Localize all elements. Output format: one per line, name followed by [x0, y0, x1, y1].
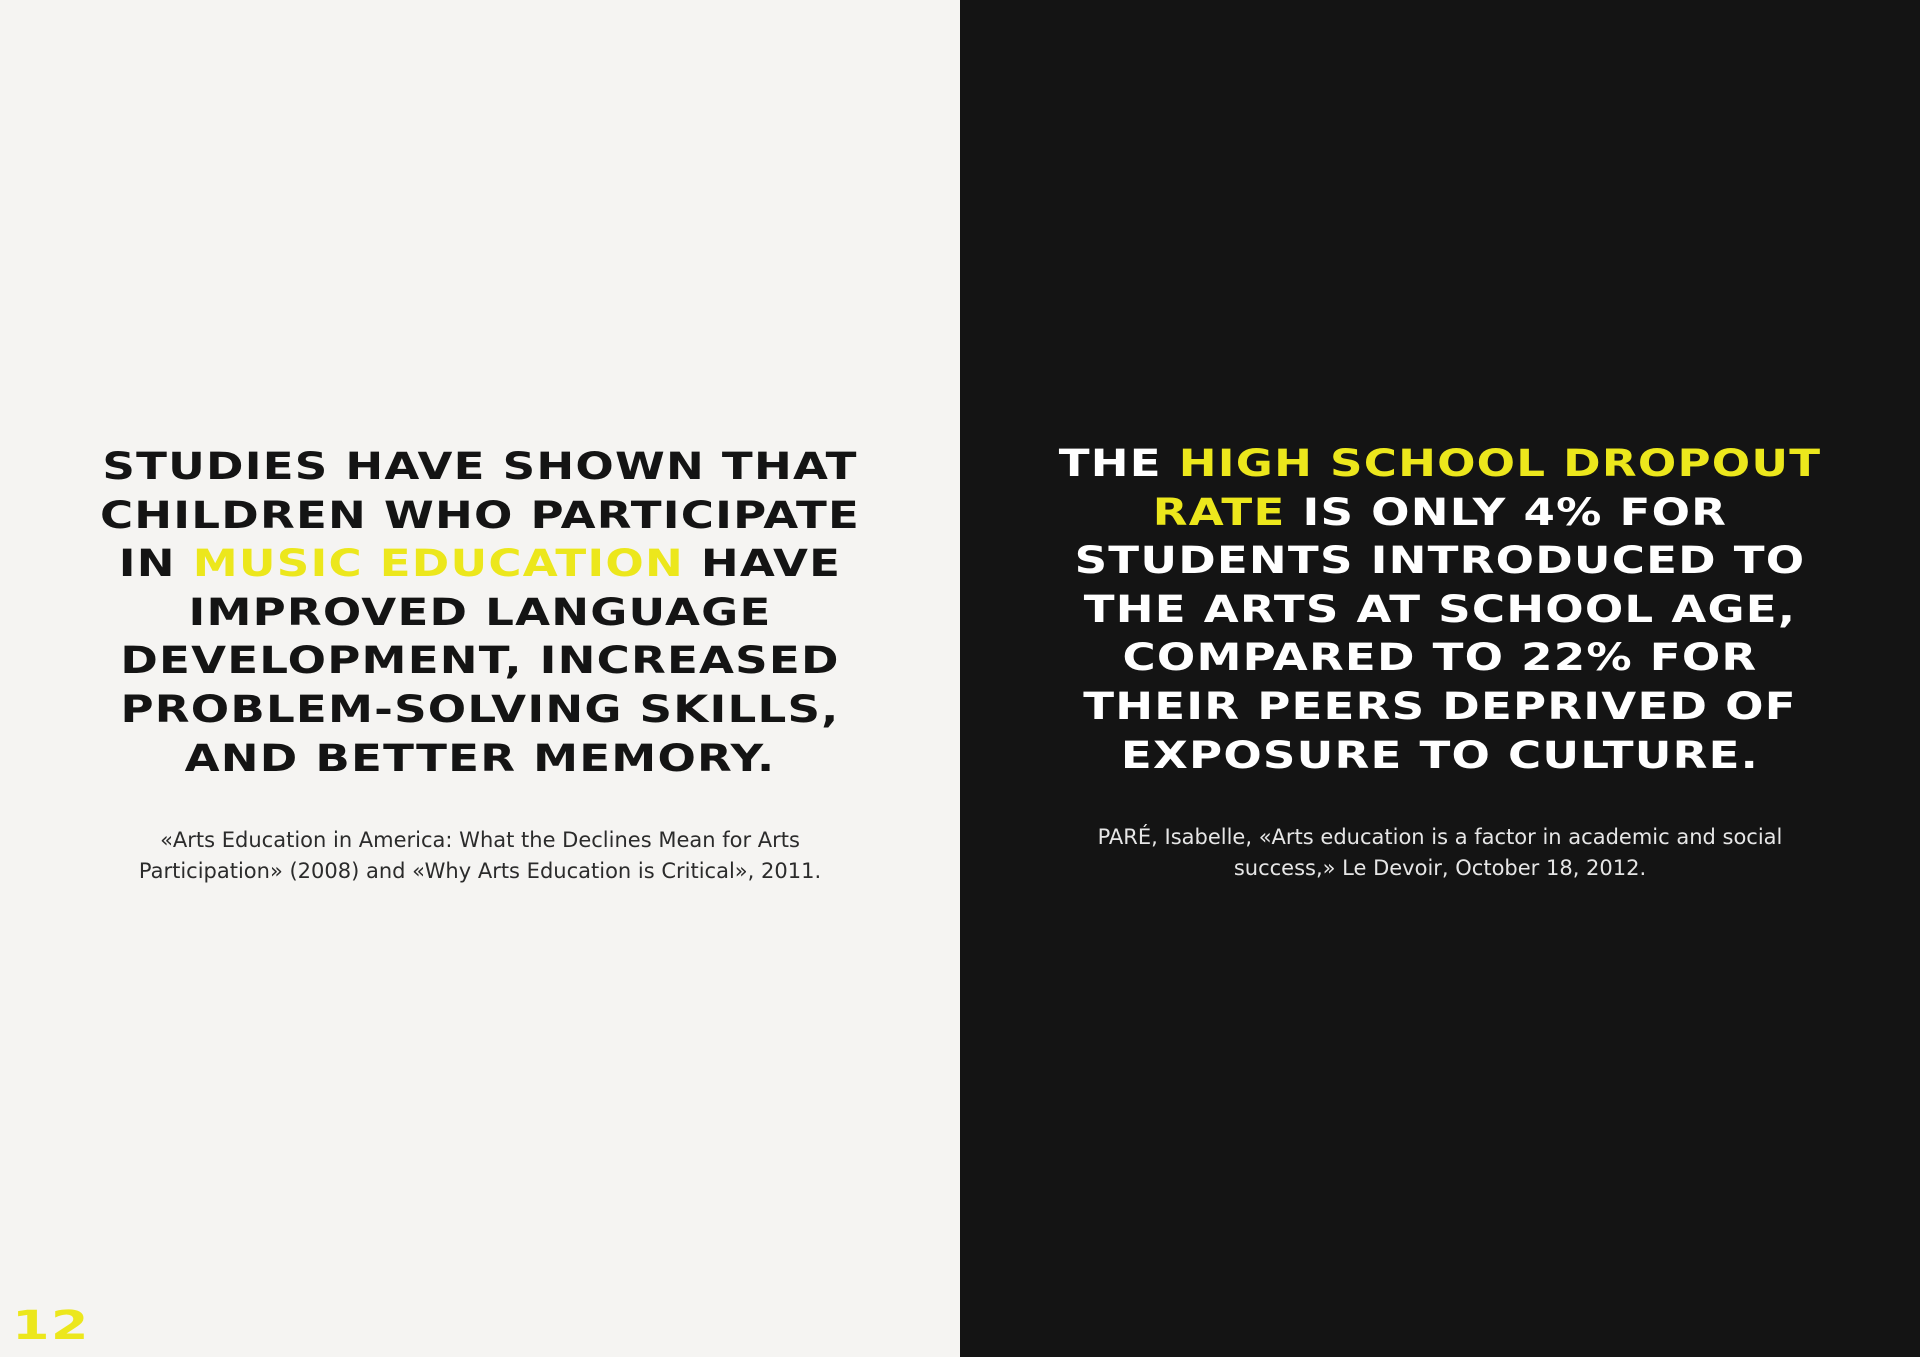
quote-text: COMPARED TO 22% FOR [1122, 636, 1758, 680]
quote-line [903, 634, 1920, 683]
quote-line [903, 586, 1920, 635]
quote-line [0, 443, 1017, 492]
highlighted-phrase: HIGH SCHOOL DROPOUT [1178, 442, 1822, 485]
left-citation-line-2: Participation» (2008) and «Why Arts Education is Critical», 2011. [138, 859, 822, 883]
quote-text: IN [118, 542, 193, 586]
quote-line [0, 637, 1017, 686]
quote-text: AND BETTER MEMORY. [184, 736, 776, 780]
quote-text: THE [1058, 442, 1179, 485]
quote-text: DEVELOPMENT, INCREASED [120, 639, 840, 683]
quote-line [903, 537, 1920, 586]
right-page [960, 0, 1920, 1357]
quote-line [903, 683, 1920, 732]
quote-line [903, 489, 1920, 538]
quote-text: PROBLEM-SOLVING SKILLS, [120, 687, 840, 731]
quote-text: EXPOSURE TO CULTURE. [1120, 733, 1760, 777]
highlighted-phrase: MUSIC EDUCATION [192, 542, 684, 586]
quote-text: CHILDREN WHO PARTICIPATE [99, 493, 861, 537]
left-citation-line-1: «Arts Education in America: What the Declines Mean for Arts [160, 828, 800, 852]
quote-text: STUDENTS INTRODUCED TO [1074, 539, 1806, 583]
left-quote [0, 443, 1017, 783]
left-citation [60, 825, 900, 887]
quote-line [0, 589, 1017, 638]
quote-line [903, 732, 1920, 781]
quote-line [0, 735, 1017, 784]
quote-line [0, 686, 1017, 735]
right-citation-line-1: PARÉ, Isabelle, «Arts education is a factor in academic and social [1097, 825, 1783, 849]
right-quote [903, 440, 1920, 780]
quote-text: STUDIES HAVE SHOWN THAT [102, 445, 858, 488]
right-citation [1020, 822, 1860, 884]
quote-text: THEIR PEERS DEPRIVED OF [1083, 684, 1797, 728]
quote-line [0, 540, 1017, 589]
quote-text: HAVE [683, 542, 842, 586]
highlighted-phrase: RATE [1152, 490, 1286, 534]
right-citation-line-2: success,» Le Devoir, October 18, 2012. [1233, 856, 1647, 880]
quote-line [903, 440, 1920, 489]
quote-text: IMPROVED LANGUAGE [188, 590, 772, 634]
quote-text: THE ARTS AT SCHOOL AGE, [1083, 587, 1797, 631]
quote-line [0, 492, 1017, 541]
quote-text: IS ONLY 4% FOR [1285, 490, 1728, 534]
page-number: 12 [12, 1303, 90, 1349]
